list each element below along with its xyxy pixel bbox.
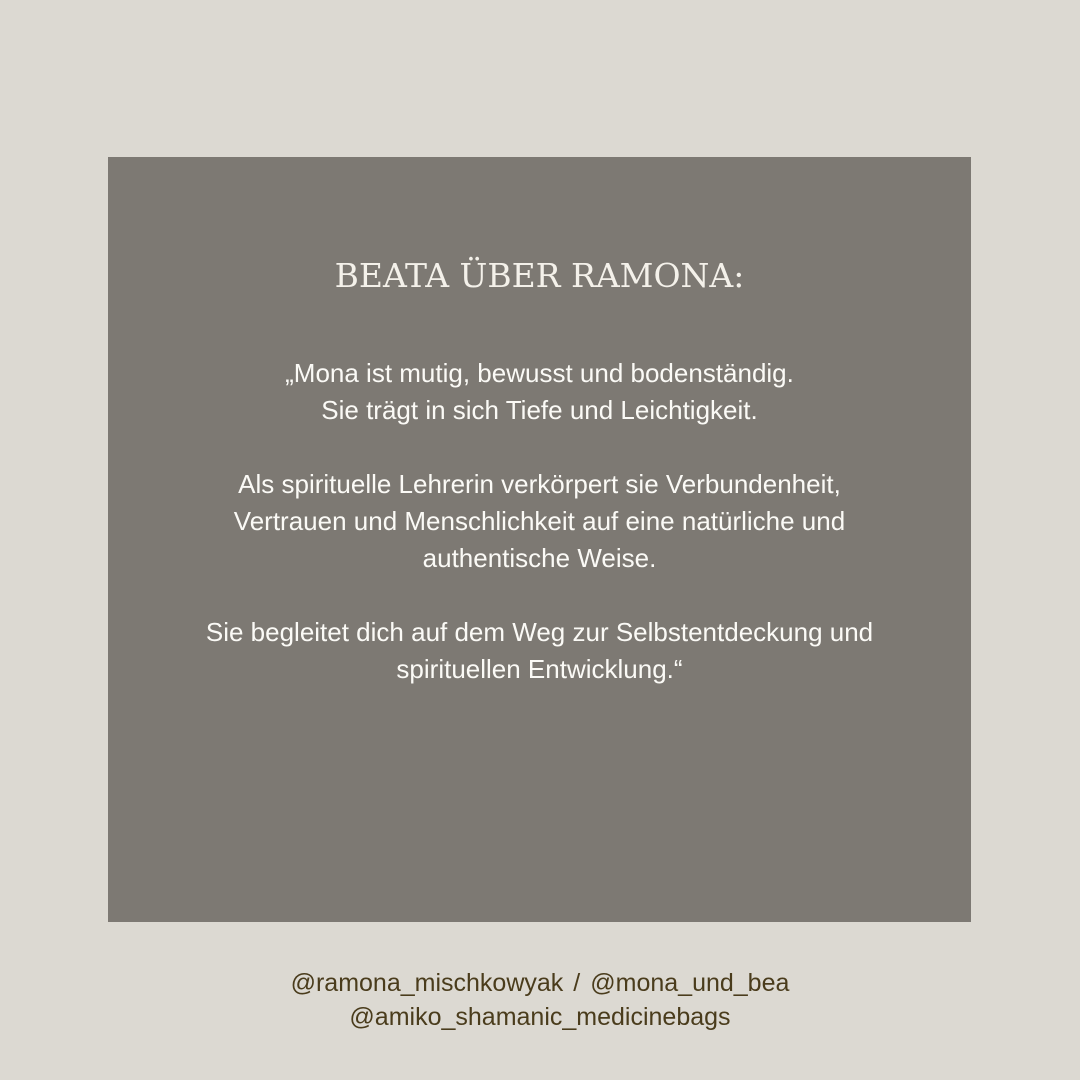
testimonial-quote: [148, 355, 931, 688]
quote-line: Als spirituelle Lehrerin verkörpert sie Verbundenheit,: [238, 469, 841, 499]
quote-line: spirituellen Entwicklung.“: [396, 654, 683, 684]
instagram-handle-mona-und-bea[interactable]: @mona_und_bea: [590, 969, 790, 997]
handles-row-2: [0, 1000, 1080, 1034]
quote-line: Sie begleitet dich auf dem Weg zur Selbstentdeckung und: [205, 617, 874, 647]
quote-line: authentische Weise.: [422, 543, 657, 573]
instagram-handle-amiko[interactable]: @amiko_shamanic_medicinebags: [349, 1003, 731, 1031]
quote-paragraph-3: [148, 614, 931, 688]
quote-card: [108, 157, 971, 922]
quote-line: „Mona ist mutig, bewusst und bodenständig.: [285, 358, 794, 388]
quote-line: Sie trägt in sich Tiefe und Leichtigkeit.: [321, 395, 758, 425]
quote-paragraph-1: [148, 355, 931, 429]
handles-row-1: [0, 966, 1080, 1000]
quote-line: Vertrauen und Menschlichkeit auf eine natürliche und: [233, 506, 846, 536]
handle-separator: /: [573, 969, 581, 997]
social-handles: [0, 966, 1080, 1034]
card-heading: BEATA ÜBER RAMONA:: [334, 256, 745, 295]
quote-paragraph-2: [148, 466, 931, 577]
instagram-handle-ramona[interactable]: @ramona_mischkowyak: [290, 969, 564, 997]
